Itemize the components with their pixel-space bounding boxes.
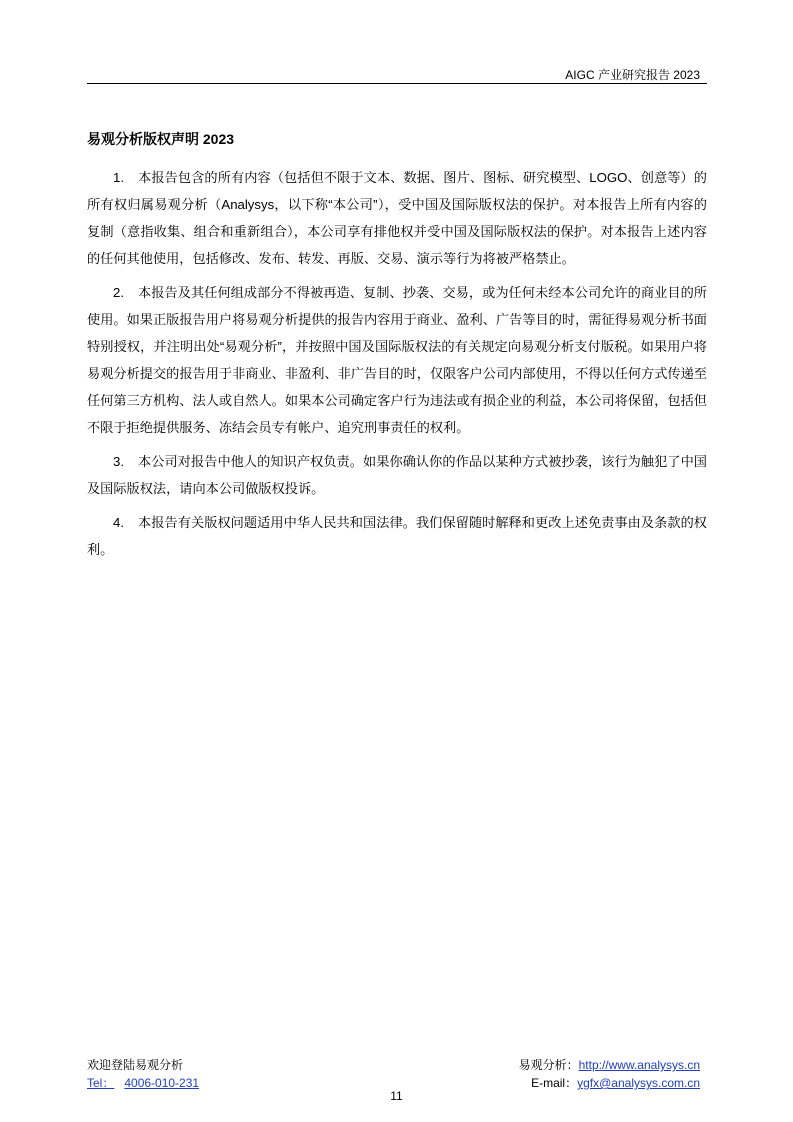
clause-item <box>87 509 707 563</box>
clause-item <box>87 448 707 502</box>
clause-text: 本报告及其任何组成部分不得被再造、复制、抄袭、交易，或为任何未经本公司允许的商业目的所使用。如果正版报告用户将易观分析提供的报告内容用于商业、盈利、广告等目的时，需征得易观分析书面特别授权，并注明出处“易观分析”，并按照中国及国际版权法的有关规定向易观分析支付版税。如果用户将易观分析提交的报告用于非商业、非盈利、非广告目的时，仅限客户公司内部使用，不得以任何方式传递至任何第三方机构、法人或自然人。如果本公司确定客户行为违法或有损企业的利益，本公司将保留，包括但不限于拒绝提供服务、冻结会员专有帐户、追究刑事责任的权利。 <box>87 285 707 435</box>
footer-website <box>519 1056 700 1073</box>
clause-number: 3. <box>113 454 124 469</box>
clause-number: 1. <box>113 170 124 185</box>
header-title: AIGC 产业研究报告 2023 <box>565 68 700 82</box>
footer-web-link[interactable]: http://www.analysys.cn <box>578 1058 700 1072</box>
header-rule <box>87 83 707 84</box>
page-heading: 易观分析版权声明 2023 <box>87 131 235 147</box>
footer-welcome: 欢迎登陆易观分析 <box>87 1058 184 1072</box>
footer-tel-number: 4006-010-231 <box>124 1076 200 1090</box>
clause-item <box>87 164 707 272</box>
clause-list <box>87 164 707 570</box>
clause-text: 本报告有关版权问题适用中华人民共和国法律。我们保留随时解释和更改上述免责事由及条款的权利。 <box>87 515 707 557</box>
clause-number: 4. <box>113 515 124 530</box>
clause-text: 本公司对报告中他人的知识产权负责。如果你确认你的作品以某种方式被抄袭，该行为触犯了中国及国际版权法，请向本公司做版权投诉。 <box>87 454 707 496</box>
clause-number: 2. <box>113 285 124 300</box>
footer-email-link[interactable]: ygfx@analysys.com.cn <box>577 1076 700 1090</box>
page-number: 11 <box>390 1089 403 1103</box>
footer-web-label: 易观分析： <box>518 1058 579 1072</box>
footer-tel-label: Tel： <box>87 1076 115 1090</box>
footer-email-label: E-mail： <box>531 1076 578 1090</box>
clause-item <box>87 279 707 441</box>
clause-text: 本报告包含的所有内容（包括但不限于文本、数据、图片、图标、研究模型、LOGO、创意等）的所有权归属易观分析（Analysys，以下称“本公司”），受中国及国际版权法的保护。对本报告上所有内容的复制（意指收集、组合和重新组合），本公司享有排他权并受中国及国际版权法的保护。对本报告上述内容的任何其他使用，包括修改、发布、转发、再版、交易、演示等行为将被严格禁止。 <box>87 170 707 266</box>
